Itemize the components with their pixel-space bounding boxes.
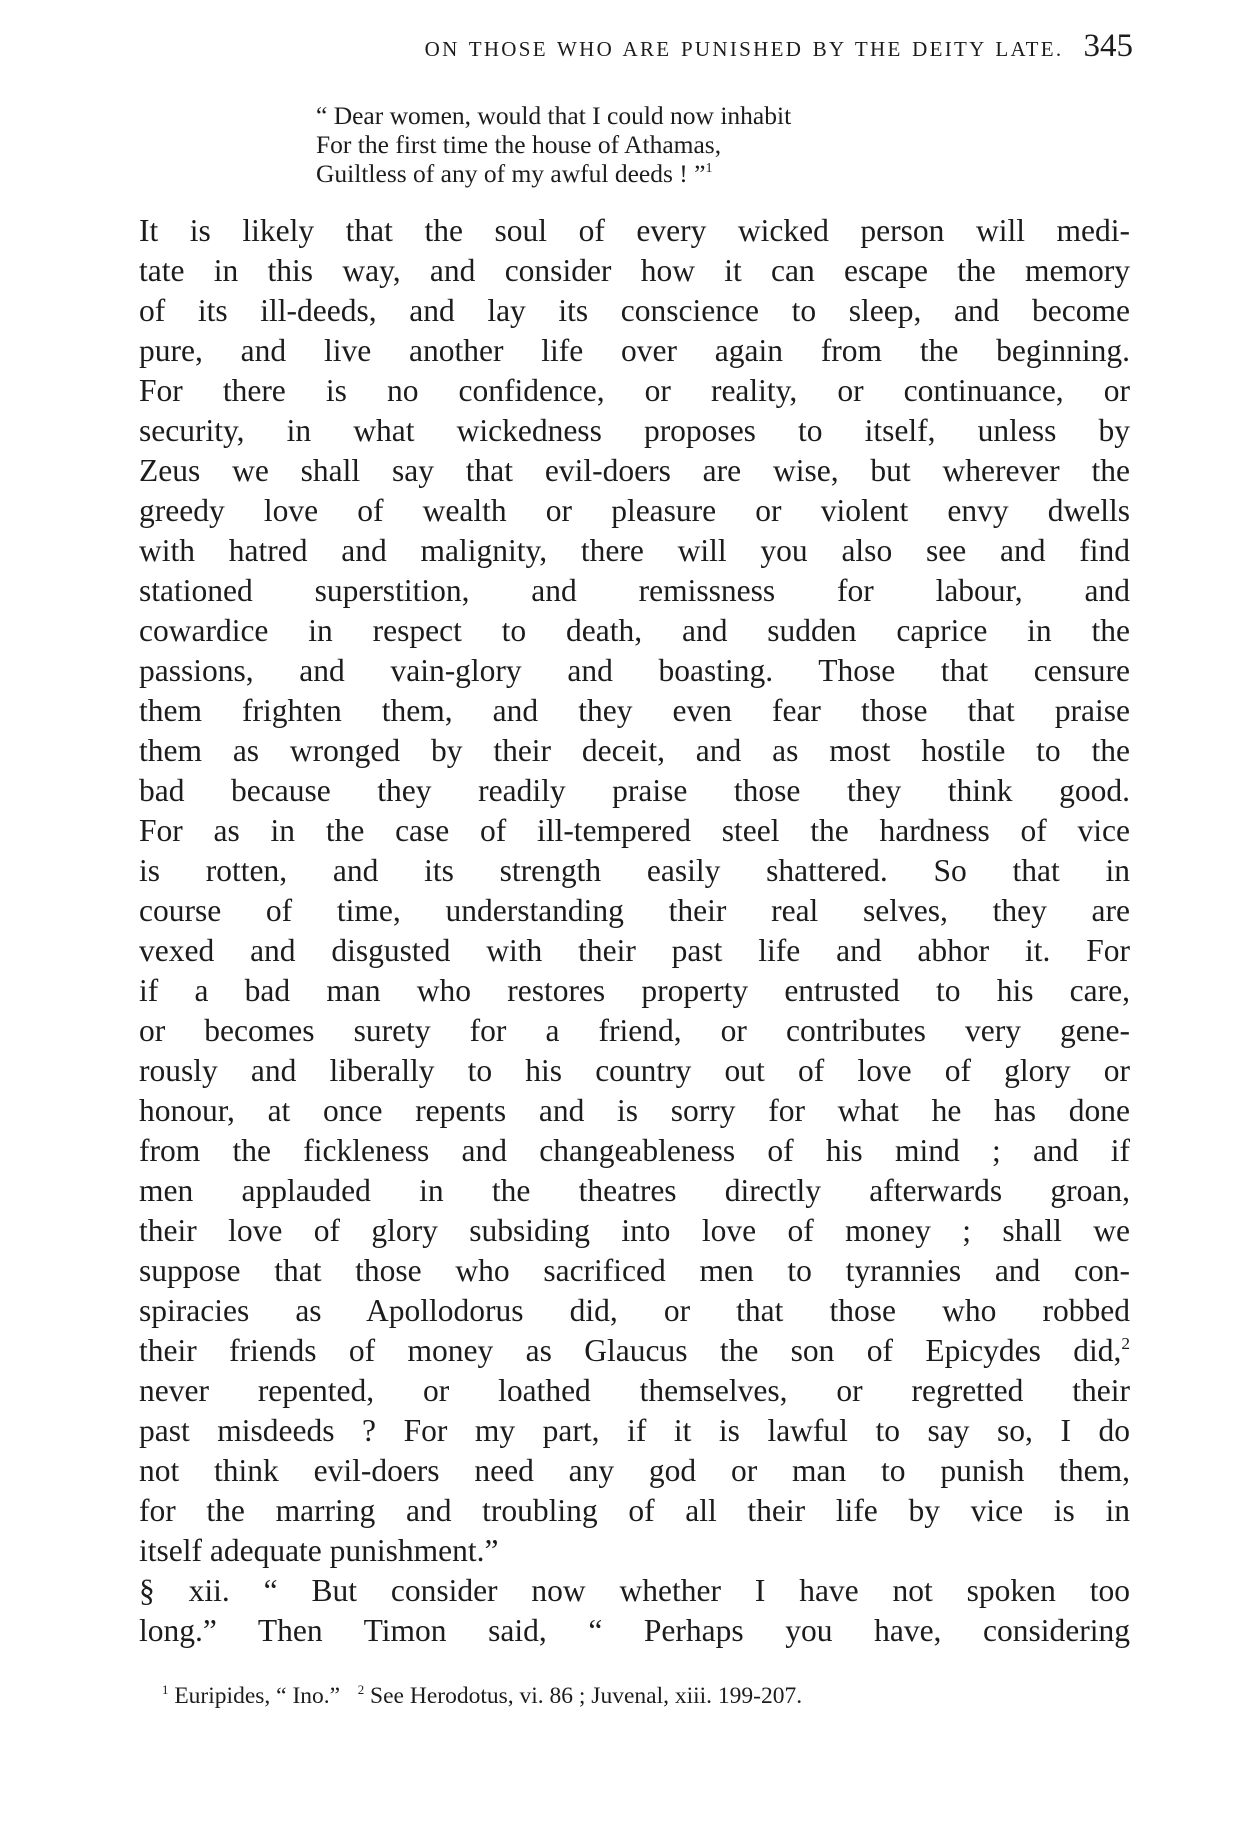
page-number: 345: [1083, 28, 1133, 64]
body-line: It is likely that the soul of every wicked person will medi-: [139, 213, 1130, 248]
body-line: men applauded in the theatres directly afterwards groan,: [139, 1173, 1130, 1208]
body-line: of its ill-deeds, and lay its conscience to sleep, and become: [139, 293, 1130, 328]
body-line: stationed superstition, and remissness for labour, and: [139, 573, 1130, 608]
body-line: or becomes surety for a friend, or contributes very gene-: [139, 1013, 1130, 1048]
body-line: if a bad man who restores property entrusted to his care,: [139, 973, 1130, 1008]
verse-line: For the first time the house of Athamas,: [316, 130, 722, 159]
body-line: not think evil-doers need any god or man to punish them,: [139, 1453, 1130, 1488]
verse-line: “ Dear women, would that I could now inhabit: [316, 101, 792, 130]
body-line: course of time, understanding their real selves, they are: [139, 893, 1130, 928]
body-line: For there is no confidence, or reality, or continuance, or: [139, 373, 1130, 408]
verse-line-text: Guiltless of any of my awful deeds ! ”: [316, 159, 706, 188]
body-line: tate in this way, and consider how it can escape the memory: [139, 253, 1130, 288]
footnote-1-text: Euripides, “ Ino.”: [174, 1683, 341, 1709]
running-title: ON THOSE WHO ARE PUNISHED BY THE DEITY LATE.: [424, 37, 1064, 61]
body-line: from the fickleness and changeableness of his mind ; and if: [139, 1133, 1130, 1168]
body-line: never repented, or loathed themselves, or regretted their: [139, 1373, 1130, 1408]
body-line: § xii. “ But consider now whether I have not spoken too: [139, 1573, 1130, 1608]
body-line-text: their friends of money as Glaucus the son of Epicydes did,: [139, 1333, 1122, 1368]
body-line: spiracies as Apollodorus did, or that those who robbed: [139, 1293, 1130, 1328]
body-line: with hatred and malignity, there will you also see and find: [139, 533, 1130, 568]
body-line: long.” Then Timon said, “ Perhaps you have, considering: [139, 1613, 1130, 1648]
body-line: Zeus we shall say that evil-doers are wise, but wherever the: [139, 453, 1130, 488]
running-head: [238, 28, 1133, 68]
footnote-marker-2: 2: [357, 1681, 365, 1697]
body-line: them as wronged by their deceit, and as most hostile to the: [139, 733, 1130, 768]
body-line: them frighten them, and they even fear those that praise: [139, 693, 1130, 728]
body-line: For as in the case of ill-tempered steel the hardness of vice: [139, 813, 1130, 848]
body-line: greedy love of wealth or pleasure or violent envy dwells: [139, 493, 1130, 528]
body-line: is rotten, and its strength easily shattered. So that in: [139, 853, 1130, 888]
body-line: security, in what wickedness proposes to itself, unless by: [139, 413, 1130, 448]
body-line: suppose that those who sacrificed men to tyrannies and con-: [139, 1253, 1130, 1288]
footnote-ref-1: 1: [705, 161, 713, 177]
footnote-2-text: See Herodotus, vi. 86 ; Juvenal, xiii. 199-207.: [370, 1683, 803, 1709]
body-line: [139, 1331, 1130, 1371]
body-line: their love of glory subsiding into love of money ; shall we: [139, 1213, 1130, 1248]
body-line: passions, and vain-glory and boasting. Those that censure: [139, 653, 1130, 688]
body-line: cowardice in respect to death, and sudden caprice in the: [139, 613, 1130, 648]
body-line: honour, at once repents and is sorry for what he has done: [139, 1093, 1130, 1128]
body-text: [139, 211, 1130, 1651]
body-line: itself adequate punishment.”: [139, 1533, 499, 1568]
body-line: past misdeeds ? For my part, if it is lawful to say so, I do: [139, 1413, 1130, 1448]
footnote-marker-1: 1: [162, 1681, 169, 1697]
body-line: for the marring and troubling of all their life by vice is in: [139, 1493, 1130, 1528]
footnote-ref-2: 2: [1121, 1333, 1130, 1353]
verse-line: [316, 159, 1016, 188]
body-line: vexed and disgusted with their past life and abhor it. For: [139, 933, 1130, 968]
body-line: pure, and live another life over again from the beginning.: [139, 333, 1130, 368]
footnotes: [162, 1683, 802, 1710]
body-line: rously and liberally to his country out of love of glory or: [139, 1053, 1130, 1088]
verse-quotation: [316, 101, 1016, 188]
body-line: bad because they readily praise those they think good.: [139, 773, 1130, 808]
